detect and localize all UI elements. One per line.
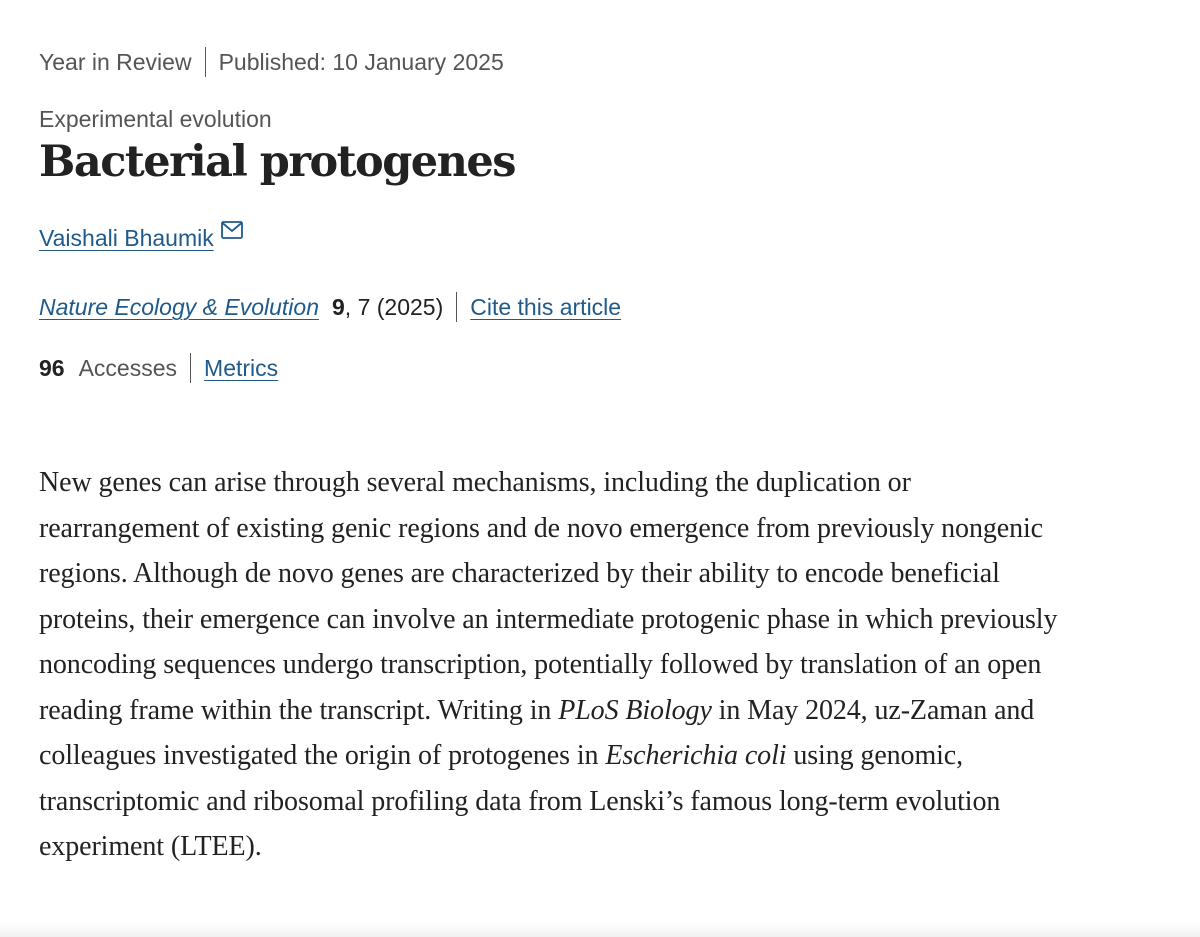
abstract-line: [39, 688, 1169, 734]
abstract-line: transcriptomic and ribosomal profiling data from Lenski’s famous long-term evolution: [39, 785, 1001, 817]
article-abstract: [39, 460, 1169, 870]
abstract-line: proteins, their emergence can involve an intermediate protogenic phase in which previously: [39, 603, 1058, 635]
abstract-line: New genes can arise through several mechanisms, including the duplication or: [39, 467, 911, 498]
accesses-label: Accesses: [78, 354, 178, 381]
article-subject: Experimental evolution: [39, 106, 272, 132]
abstract-line: experiment (LTEE).: [39, 831, 262, 862]
metrics-row: [39, 353, 278, 383]
metrics-divider: [190, 353, 191, 383]
abstract-text: in May 2024, uz-Zaman and: [711, 694, 1035, 726]
abstract-text: colleagues investigated the origin of protogenes in: [39, 740, 606, 771]
cite-article-link[interactable]: Cite this article: [470, 293, 622, 320]
page-bottom-shade: [0, 923, 1200, 937]
journal-link[interactable]: Nature Ecology & Evolution: [39, 293, 319, 320]
abstract-text: reading frame within the transcript. Writing in: [39, 694, 559, 726]
meta-divider: [205, 47, 206, 77]
citation-row: [39, 292, 621, 322]
page-title: Bacterial protogenes: [39, 137, 515, 187]
abstract-line: [39, 733, 1169, 779]
metrics-link[interactable]: Metrics: [204, 354, 279, 381]
species-name: Escherichia coli: [605, 740, 787, 771]
author-link[interactable]: Vaishali Bhaumik: [39, 225, 214, 251]
accesses-count: 96: [39, 354, 65, 381]
author-list: [39, 225, 243, 252]
abstract-text: using genomic,: [786, 740, 964, 771]
abstract-line: rearrangement of existing genic regions and de novo emergence from previously nongenic: [39, 512, 1043, 544]
article-type: Year in Review: [39, 48, 192, 75]
journal-reference: PLoS Biology: [558, 694, 712, 726]
volume-number: 9: [332, 293, 345, 320]
mail-icon[interactable]: [221, 221, 243, 239]
article-meta: [39, 47, 504, 77]
abstract-line: noncoding sequences undergo transcription, potentially followed by translation of an open: [39, 649, 1042, 680]
published-date: Published: 10 January 2025: [218, 48, 504, 75]
citation-divider: [456, 292, 457, 322]
issue-year: , 7 (2025): [344, 293, 444, 320]
abstract-line: regions. Although de novo genes are characterized by their ability to encode beneficial: [39, 558, 1000, 589]
